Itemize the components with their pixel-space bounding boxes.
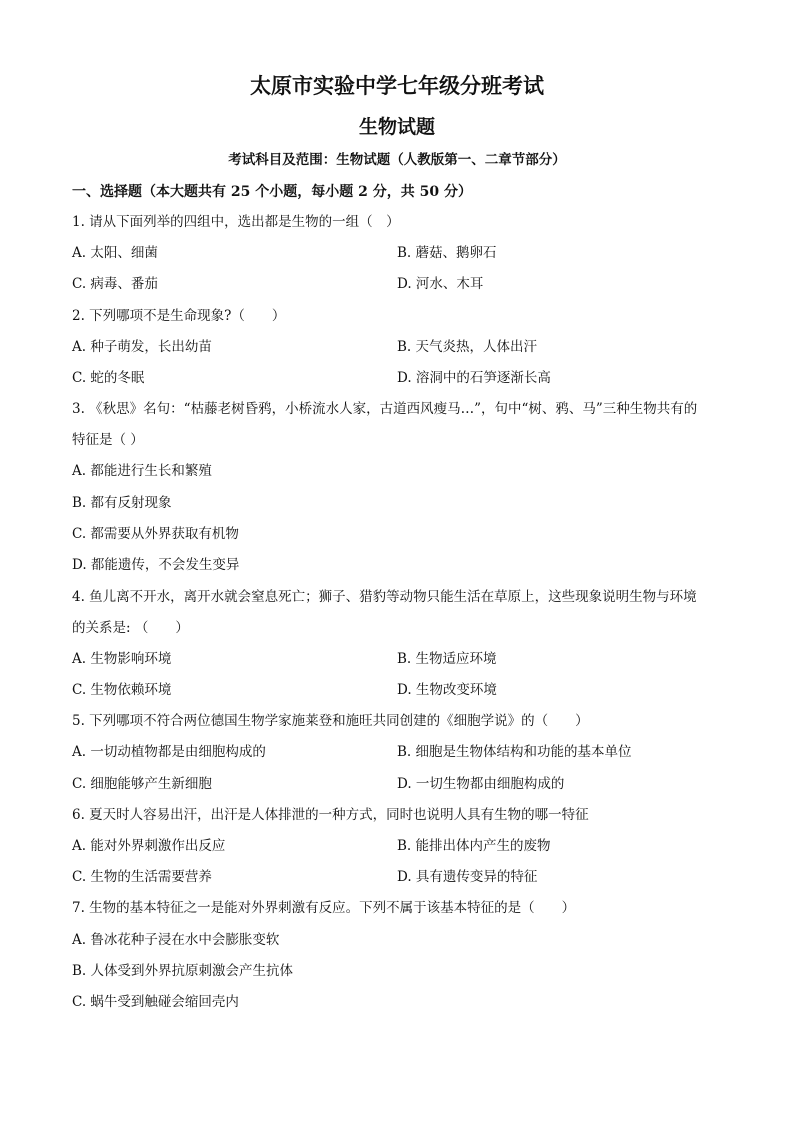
question-3-option-b: B. 都有反射现象: [72, 495, 172, 511]
question-4-stem: 4. 鱼儿离不开水，离开水就会窒息死亡；狮子、猎豹等动物只能生活在草原上，这些现象说明生物与环境: [72, 589, 697, 605]
question-3-option-a: A. 都能进行生长和繁殖: [72, 463, 212, 479]
question-5-option-c: C. 细胞能够产生新细胞: [72, 776, 212, 792]
question-4-stem-cont: 的关系是: （ ）: [72, 620, 189, 636]
question-4-option-c: C. 生物依赖环境: [72, 682, 172, 698]
question-5-option-b: B. 细胞是生物体结构和功能的基本单位: [397, 744, 632, 760]
question-2-option-c: C. 蛇的冬眠: [72, 370, 145, 386]
section-heading: 一、选择题（本大题共有 25 个小题，每小题 2 分，共 50 分）: [72, 184, 472, 200]
question-4-option-b: B. 生物适应环境: [397, 651, 497, 667]
question-4-option-d: D. 生物改变环境: [397, 682, 497, 698]
question-5-option-a: A. 一切动植物都是由细胞构成的: [72, 744, 266, 760]
question-2-option-d: D. 溶洞中的石笋逐渐长高: [397, 370, 551, 386]
question-3-option-d: D. 都能遗传，不会发生变异: [72, 557, 240, 573]
question-1-stem: 1. 请从下面列举的四组中，选出都是生物的一组（ ）: [72, 214, 400, 230]
question-7-option-a: A. 鲁冰花种子浸在水中会膨胀变软: [72, 932, 280, 948]
question-1-option-b: B. 蘑菇、鹅卵石: [397, 245, 497, 261]
question-2-option-a: A. 种子萌发，长出幼苗: [72, 339, 212, 355]
subject-title: 生物试题: [358, 116, 435, 138]
question-1-option-c: C. 病毒、番茄: [72, 276, 158, 292]
exam-title: 太原市实验中学七年级分班考试: [250, 73, 544, 98]
question-2-option-b: B. 天气炎热，人体出汗: [397, 339, 538, 355]
question-3-stem-cont: 特征是（ ）: [72, 432, 144, 448]
question-7-stem: 7. 生物的基本特征之一是能对外界刺激有反应。下列不属于该基本特征的是（ ）: [72, 900, 576, 916]
question-2-stem: 2. 下列哪项不是生命现象?（ ）: [72, 308, 286, 324]
question-6-option-b: B. 能排出体内产生的废物: [397, 838, 551, 854]
question-7-option-c: C. 蜗牛受到触碰会缩回壳内: [72, 994, 239, 1010]
question-6-stem: 6. 夏天时人容易出汗，出汗是人体排泄的一种方式，同时也说明人具有生物的哪一特征: [72, 807, 589, 823]
question-5-option-d: D. 一切生物都由细胞构成的: [397, 776, 565, 792]
question-6-option-c: C. 生物的生活需要营养: [72, 869, 212, 885]
exam-scope: 考试科目及范围：生物试题（人教版第一、二章节部分）: [228, 152, 566, 168]
question-7-option-b: B. 人体受到外界抗原刺激会产生抗体: [72, 963, 294, 979]
question-6-option-a: A. 能对外界刺激作出反应: [72, 838, 226, 854]
question-1-option-a: A. 太阳、细菌: [72, 245, 158, 261]
question-4-option-a: A. 生物影响环境: [72, 651, 172, 667]
question-5-stem: 5. 下列哪项不符合两位德国生物学家施莱登和施旺共同创建的《细胞学说》的（ ）: [72, 713, 589, 729]
question-3-stem: 3. 《秋思》名句：“枯藤老树昏鸦，小桥流水人家，古道西风瘦马…”，句中“树、鸦、马”三种生物共有的: [72, 401, 698, 417]
question-1-option-d: D. 河水、木耳: [397, 276, 484, 292]
question-6-option-d: D. 具有遗传变异的特征: [397, 869, 538, 885]
question-3-option-c: C. 都需要从外界获取有机物: [72, 526, 239, 542]
